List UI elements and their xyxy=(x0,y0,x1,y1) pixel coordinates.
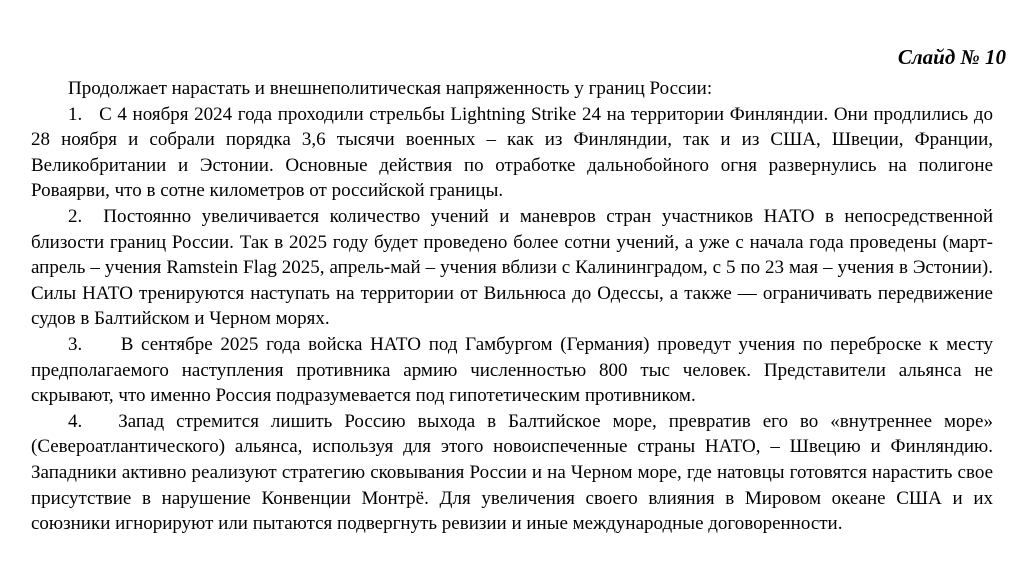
list-item-1: 1. С 4 ноября 2024 года проходили стрельбы Lightning Strike 24 на территории Финляндии. Они продлились до 28 ноября и собрали порядка 3,6 тысячи военных – как из Финляндии, так и из США, Швеции, Франции, Великобритании и Эстонии. Основные действия по отработке дальнобойного огня развернулись на полигоне Роваярви, что в сотне километров от российской границы. xyxy=(31,103,993,202)
slide-number: Слайд № 10 xyxy=(897,45,1006,69)
list-item-3: 3. В сентябре 2025 года войска НАТО под Гамбургом (Германия) проведут учения по переброске к месту предполагаемого наступления противника армию численностью 800 тыс человек. Представители альянса не скрывают, что именно Россия подразумевается под гипотетическим противником. xyxy=(31,333,993,407)
slide-body xyxy=(31,76,993,537)
list-item-4: 4. Запад стремится лишить Россию выхода в Балтийское море, превратив его во «внутреннее море» (Североатлантического) альянса, используя для этого новоиспеченные страны НАТО, – Швецию и Финляндию. Западники активно реализуют стратегию сковывания России и на Черном море, где натовцы готовятся нарастить свое присутствие в нарушение Конвенции Монтрё. Для увеличения своего влияния в Мировом океане США и их союзники игнорируют или пытаются подвергнуть ревизии и иные международные договоренности. xyxy=(31,410,993,535)
intro-paragraph: Продолжает нарастать и внешнеполитическая напряженность у границ России: xyxy=(68,78,713,99)
list-item-2: 2. Постоянно увеличивается количество учений и маневров стран участников НАТО в непосредственной близости границ России. Так в 2025 году будет проведено более сотни учений, а уже с начала года проведены (март-апрель – учения Ramstein Flag 2025, апрель-май – учения вблизи с Калининградом, с 5 по 23 мая – учения в Эстонии). Силы НАТО тренируются наступать на территории от Вильнюса до Одессы, а также — ограничивать передвижение судов в Балтийском и Черном морях. xyxy=(31,205,993,330)
